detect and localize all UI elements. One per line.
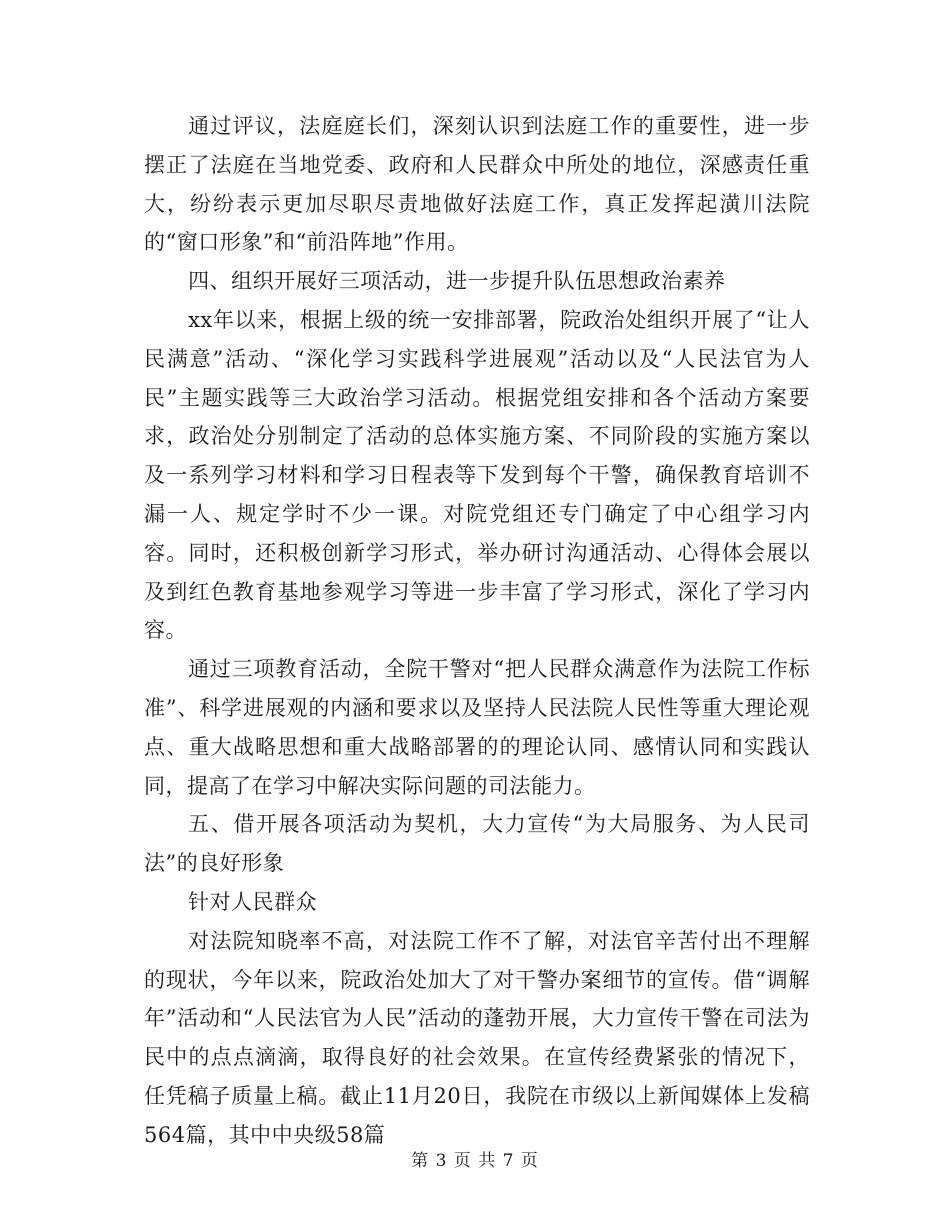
paragraph-education-outcome: 通过三项教育活动，全院干警对“把人民群众满意作为法院工作标准”、科学进展观的内涵和要求以及坚持人民法院人民性等重大理论观点、重大战略思想和重大战略部署的的理论认同、感情认同和实践认同，提高了在学习中解决实际问题的司法能力。 [144,657,810,798]
page-number-label: 第 3 页 共 7 页 [411,1151,539,1171]
paragraph-target-public: 针对人民群众 [188,889,318,914]
paragraph-evaluation-result: 通过评议，法庭庭长们，深刻认识到法庭工作的重要性，进一步摆正了法庭在当地党委、政府和人民群众中所处的地位，深感责任重大，纷纷表示更加尽职尽责地做好法庭工作，真正发挥起潢川法院的“窗口形象”和“前沿阵地”作用。 [144,114,810,255]
document-body [144,107,810,1155]
section-heading-four: 四、组织开展好三项活动，进一步提升队伍思想政治素养 [188,269,726,294]
paragraph-three-activities: xx年以来，根据上级的统一安排部署，院政治处组织开展了“让人民满意”活动、“深化学习实践科学进展观”活动以及“人民法官为人民”主题实践等三大政治学习活动。根据党组安排和各个活动方案要求，政治处分别制定了活动的总体实施方案、不同阶段的实施方案以及一系列学习材料和学习日程表等下发到每个干警，确保教育培训不漏一人、规定学时不少一课。对院党组还专门确定了中心组学习内容。同时，还积极创新学习形式，举办研讨沟通活动、心得体会展以及到红色教育基地参观学习等进一步丰富了学习形式，深化了学习内容。 [144,307,810,643]
paragraph-publicity-results: 对法院知晓率不高，对法院工作不了解，对法官辛苦付出不理解的现状，今年以来，院政治处加大了对干警办案细节的宣传。借“调解年”活动和“人民法官为人民”活动的蓬勃开展，大力宣传干警在司法为民中的点点滴滴，取得良好的社会效果。在宣传经费紧张的情况下，任凭稿子质量上稿。截止11月20日，我院在市级以上新闻媒体上发稿564篇，其中中央级58篇 [144,928,810,1147]
section-heading-five: 五、借开展各项活动为契机，大力宣传“为大局服务、为人民司法”的良好形象 [144,812,810,876]
page-footer [0,1146,950,1171]
